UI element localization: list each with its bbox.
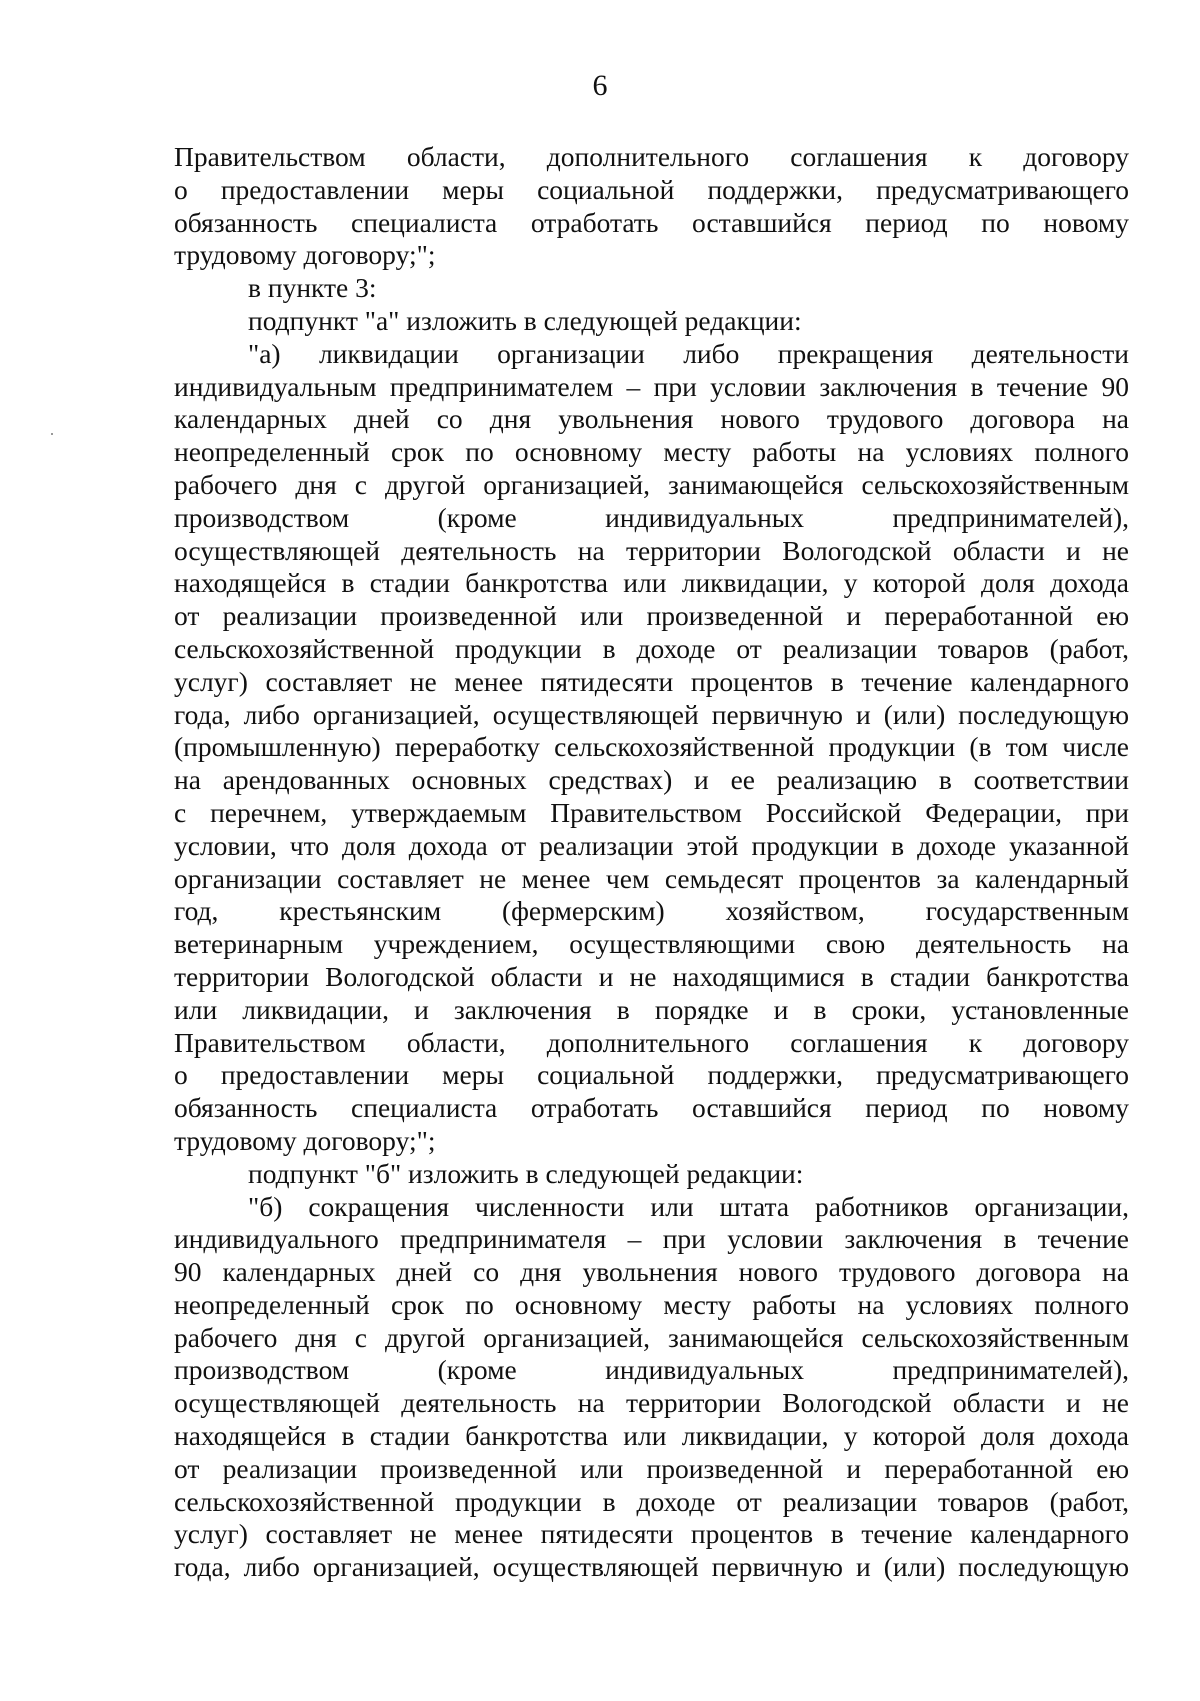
text-line: обязанность специалиста отработать оставшийся период по новому: [174, 1092, 1129, 1124]
text-line: на арендованных основных средствах) и ее реализацию в соответствии: [174, 764, 1129, 796]
text-line: рабочего дня с другой организацией, занимающейся сельскохозяйственным: [174, 468, 1129, 500]
text-line: производством (кроме индивидуальных предпринимателей),: [174, 501, 1129, 533]
text-line: трудовому договору;";: [174, 1124, 436, 1156]
text-line: года, либо организацией, осуществляющей первичную и (или) последующую: [174, 698, 1129, 730]
text-line: сельскохозяйственной продукции в доходе от реализации товаров (работ,: [174, 1485, 1129, 1517]
text-line: о предоставлении меры социальной поддержки, предусматривающего: [174, 173, 1129, 205]
text-line: неопределенный срок по основному месту работы на условиях полного: [174, 436, 1129, 468]
text-line: подпункт "б" изложить в следующей редакции:: [248, 1157, 804, 1189]
text-line: подпункт "а" изложить в следующей редакции:: [248, 304, 802, 336]
text-line: с перечнем, утверждаемым Правительством Российской Федерации, при: [174, 796, 1129, 828]
text-line: осуществляющей деятельность на территории Вологодской области и не: [174, 1387, 1129, 1419]
text-line: "б) сокращения численности или штата работников организации,: [248, 1190, 1129, 1222]
text-line: 90 календарных дней со дня увольнения нового трудового договора на: [174, 1256, 1129, 1288]
text-line: от реализации произведенной или произведенной и переработанной ею: [174, 1452, 1129, 1484]
text-line: Правительством области, дополнительного соглашения к договору: [174, 1026, 1129, 1058]
margin-mark: [51, 433, 53, 435]
text-line: года, либо организацией, осуществляющей первичную и (или) последующую: [174, 1551, 1129, 1583]
text-line: территории Вологодской области и не находящимися в стадии банкротства: [174, 960, 1129, 992]
text-line: услуг) составляет не менее пятидесяти процентов в течение календарного: [174, 1518, 1129, 1550]
text-line: неопределенный срок по основному месту работы на условиях полного: [174, 1288, 1129, 1320]
text-line: от реализации произведенной или произведенной и переработанной ею: [174, 600, 1129, 632]
text-line: (промышленную) переработку сельскохозяйственной продукции (в том числе: [174, 731, 1129, 763]
text-line: трудовому договору;";: [174, 239, 436, 271]
text-line: обязанность специалиста отработать оставшийся период по новому: [174, 206, 1129, 238]
text-line: условии, что доля дохода от реализации этой продукции в доходе указанной: [174, 829, 1129, 861]
text-line: находящейся в стадии банкротства или ликвидации, у которой доля дохода: [174, 567, 1129, 599]
text-line: год, крестьянским (фермерским) хозяйством, государственным: [174, 895, 1129, 927]
text-line: осуществляющей деятельность на территории Вологодской области и не: [174, 534, 1129, 566]
text-line: Правительством области, дополнительного соглашения к договору: [174, 141, 1129, 172]
text-line: находящейся в стадии банкротства или ликвидации, у которой доля дохода: [174, 1420, 1129, 1452]
text-line: рабочего дня с другой организацией, занимающейся сельскохозяйственным: [174, 1321, 1129, 1353]
text-line: организации составляет не менее чем семьдесят процентов за календарный: [174, 862, 1129, 894]
text-line: индивидуального предпринимателя – при условии заключения в течение: [174, 1223, 1129, 1255]
page-number: 6: [592, 69, 608, 102]
text-line: производством (кроме индивидуальных предпринимателей),: [174, 1354, 1129, 1386]
text-line: индивидуальным предпринимателем – при условии заключения в течение 90: [174, 370, 1129, 402]
body-text: [174, 141, 1129, 1584]
text-line: ветеринарным учреждением, осуществляющими свою деятельность на: [174, 928, 1129, 960]
text-line: сельскохозяйственной продукции в доходе от реализации товаров (работ,: [174, 632, 1129, 664]
text-line: календарных дней со дня увольнения нового трудового договора на: [174, 403, 1129, 435]
text-line: в пункте 3:: [248, 272, 377, 304]
text-line: "а) ликвидации организации либо прекращения деятельности: [248, 337, 1129, 369]
text-line: о предоставлении меры социальной поддержки, предусматривающего: [174, 1059, 1129, 1091]
text-line: услуг) составляет не менее пятидесяти процентов в течение календарного: [174, 665, 1129, 697]
text-line: или ликвидации, и заключения в порядке и в сроки, установленные: [174, 993, 1129, 1025]
